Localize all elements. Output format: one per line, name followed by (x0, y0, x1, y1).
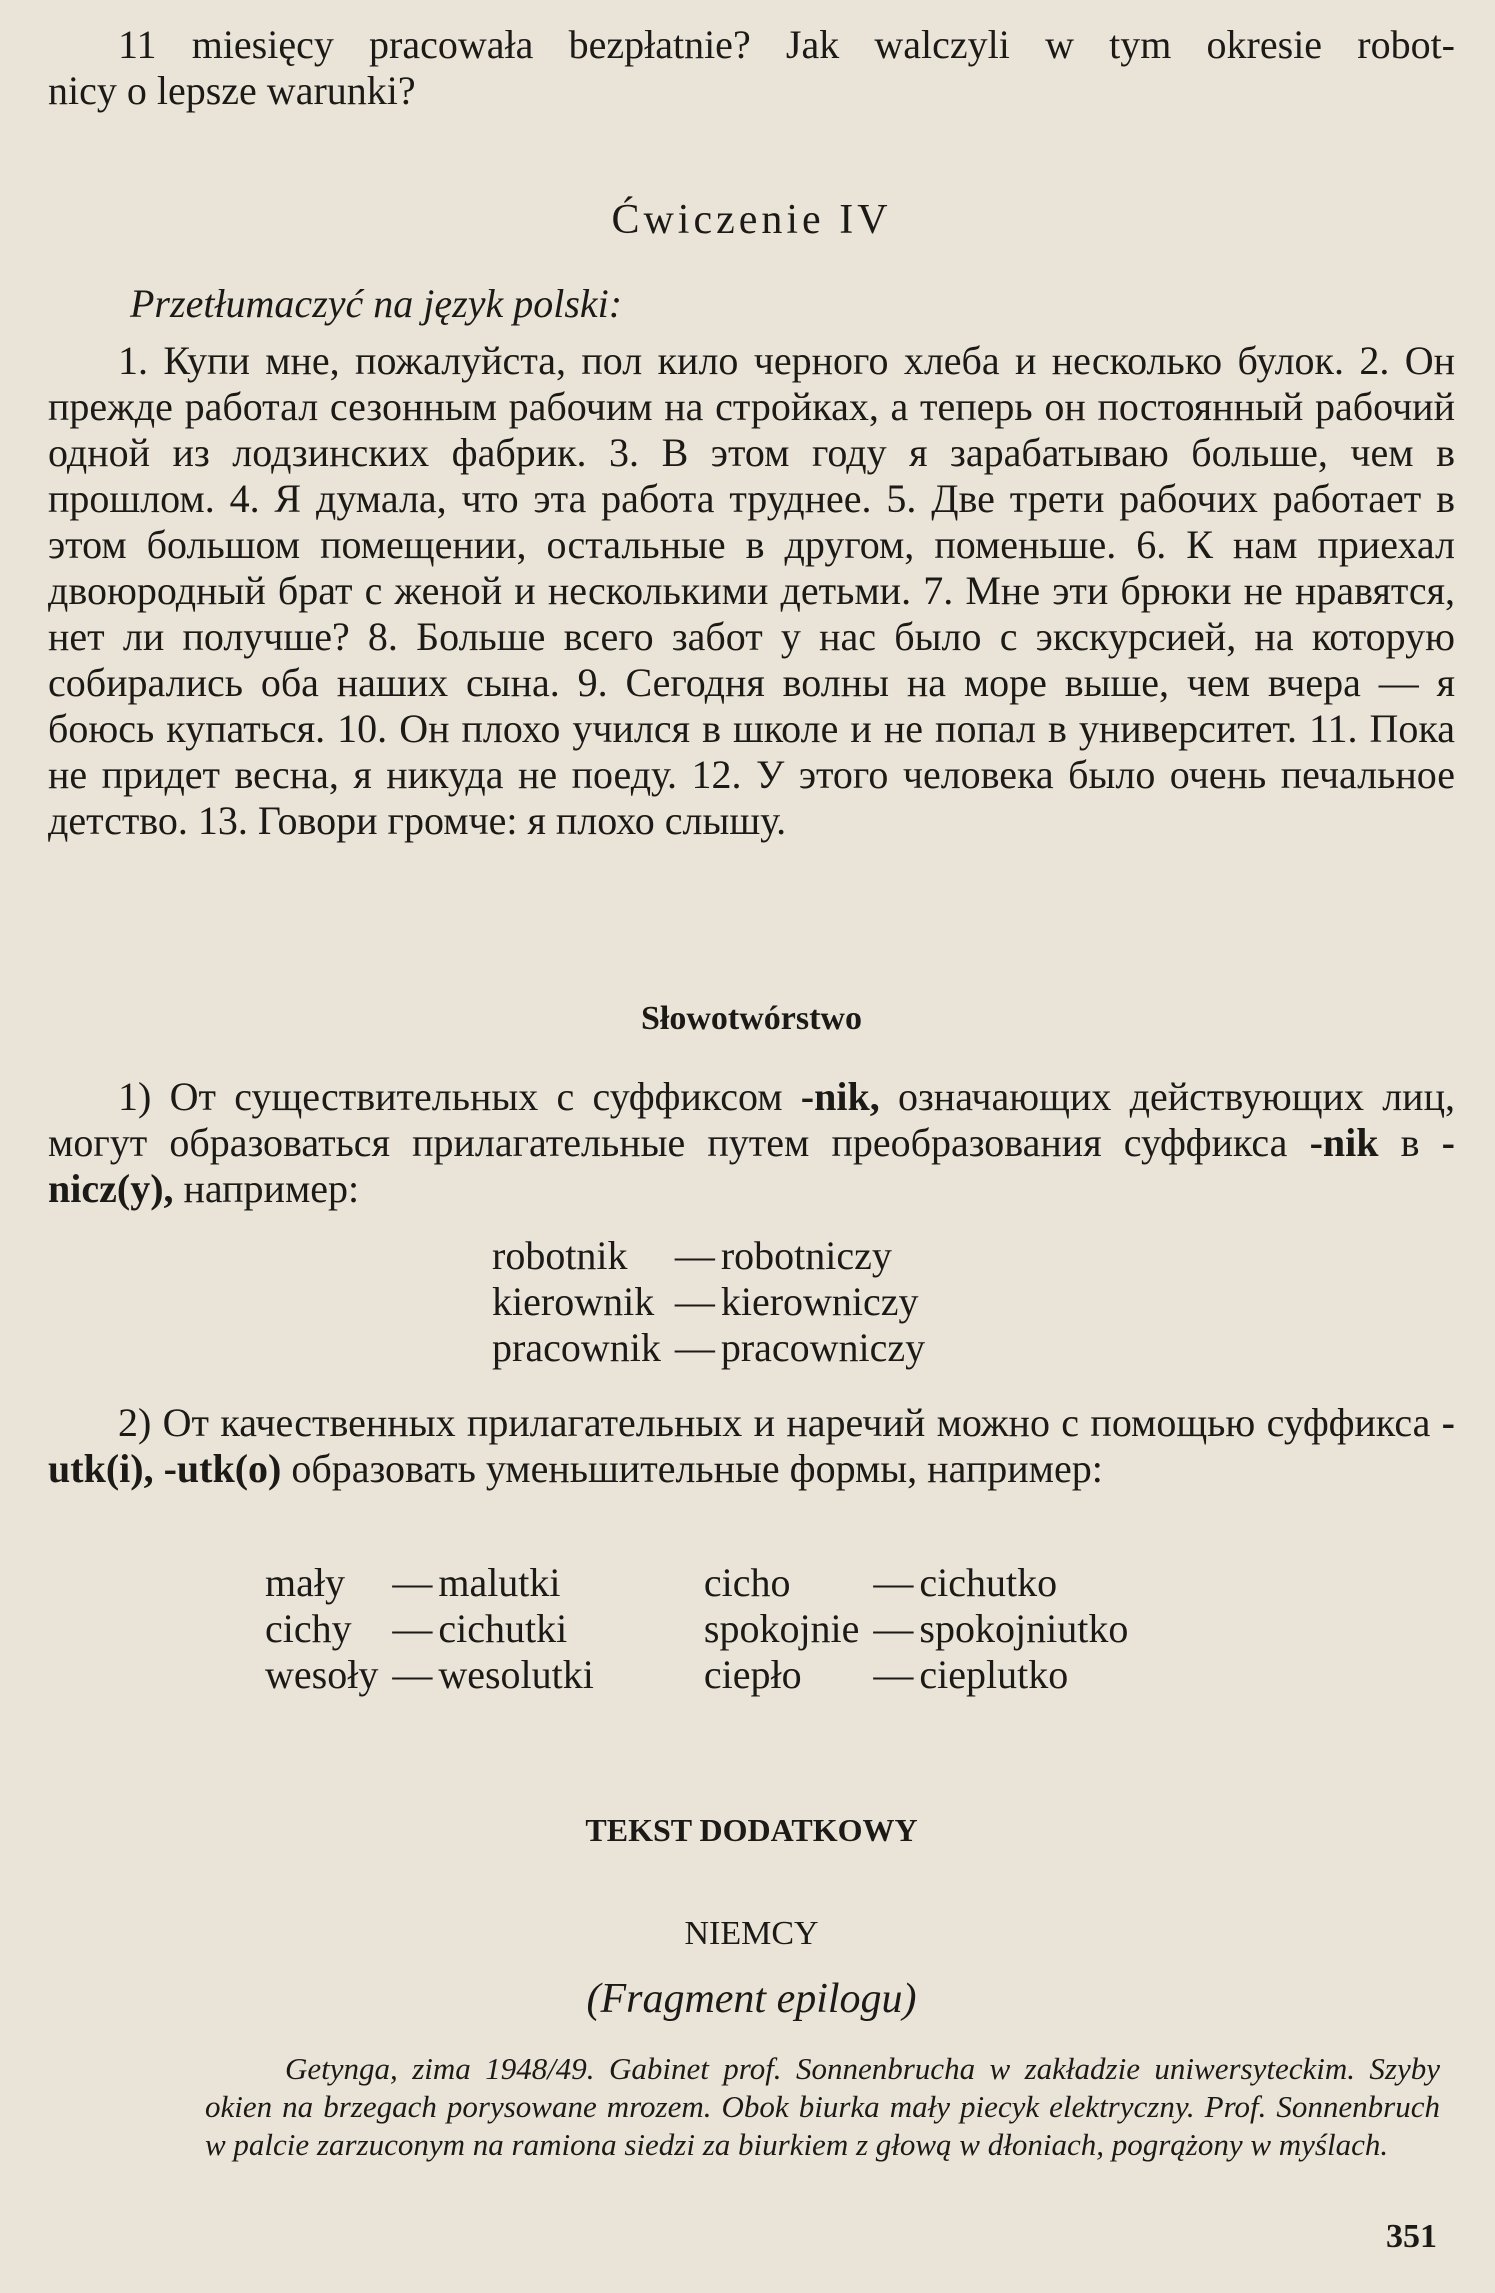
examples-table-1 (492, 1233, 925, 1371)
dash: — (674, 1325, 715, 1370)
suffix-niczy: -nicz(y), (48, 1120, 1455, 1211)
dash: — (873, 1652, 914, 1697)
wordformation-title: Słowotwórstwo (641, 1000, 862, 1037)
example-base: robotnik (492, 1233, 628, 1278)
example-base: cicho (703, 1560, 791, 1605)
example-base: ciepło (703, 1652, 802, 1697)
example-row (265, 1560, 1128, 1606)
exercise-title: Ćwiczenie IV (611, 197, 892, 243)
additional-stage-direction: Getynga, zima 1948/49. Gabinet prof. Sonnenbrucha w zakładzie uniwersyteckim. Szyby okien na brzegach porysowane mrozem. Obok biurka mały piecyk elektryczny. Prof. Sonnenbruch w palcie zarzuconym na ramiona siedzi za biurkiem z głową w dłoniach, pogrążony w myślach. (205, 2051, 1440, 2162)
example-base: kierownik (492, 1279, 655, 1324)
example-base: cichy (265, 1606, 352, 1651)
example-row (492, 1279, 925, 1325)
additional-heading: TEKST DODATKOWY (585, 1812, 918, 1848)
example-derived: wesolutki (438, 1652, 594, 1697)
additional-title: NIEMCY (684, 1915, 819, 1952)
example-derived: cichutko (919, 1560, 1058, 1605)
intro-line-2: nicy o lepsze warunki? (48, 68, 416, 113)
exercise-instruction: Przetłumaczyć na język polski: (130, 281, 623, 326)
p1-text-g: например: (173, 1166, 360, 1211)
dash: — (873, 1606, 914, 1651)
p1-text-a: 1) От существительных с суффиксом (118, 1074, 801, 1119)
example-row (492, 1325, 925, 1371)
suffix-nik-2: -nik (1309, 1120, 1379, 1165)
intro-line-1: 11 miesięcy pracowała bezpłatnie? Jak walczyli w tym okresie robot- (118, 22, 1455, 67)
example-derived: cieplutko (919, 1652, 1069, 1697)
example-row (492, 1233, 925, 1279)
wordformation-paragraph-1 (48, 1074, 1455, 1212)
exercise-text: 1. Купи мне, пожалуйста, пол кило черного хлеба и несколько булок. 2. Он прежде работал сезонным рабочим на стройках, а теперь он постоянный рабочий одной из лодзинских фабрик. 3. В этом году я зарабатываю больше, чем в прошлом. 4. Я думала, что эта работа труднее. 5. Две трети рабочих работает в этом большом помещении, остальные в другом, поменьше. 6. К нам приехал двоюродный брат с женой и несколькими детьми. 7. Мне эти брюки не нравятся, нет ли получше? 8. Больше всего забот у нас было с экскурсией, на которую собирались оба наших сына. 9. Сегодня волны на море выше, чем вчера — я боюсь купаться. 10. Он плохо учился в школе и не попал в университет. 11. Пока не придет весна, я никуда не поеду. 12. У этого человека было очень печальное детство. 13. Говори громче: я плохо слышу. (48, 338, 1455, 843)
example-derived: malutki (438, 1560, 561, 1605)
example-derived: pracowniczy (720, 1325, 926, 1370)
p2-text-a: 2) От качественных прилагательных и наречий можно с помощью суффикса (118, 1400, 1442, 1445)
example-derived: cichutki (438, 1606, 568, 1651)
page-number: 351 (1386, 2218, 1437, 2255)
wordformation-paragraph-2 (48, 1400, 1455, 1492)
example-base: spokojnie (703, 1606, 860, 1651)
p2-text-c: образовать уменьшительные формы, например: (281, 1446, 1103, 1491)
example-derived: kierowniczy (720, 1279, 919, 1324)
dash: — (392, 1652, 433, 1697)
dash: — (674, 1279, 715, 1324)
example-derived: robotniczy (720, 1233, 892, 1278)
suffix-utk: -utk(i), -utk(o) (48, 1400, 1455, 1491)
example-row (265, 1606, 1128, 1652)
example-base: mały (265, 1560, 345, 1605)
p1-text-e: в (1378, 1120, 1442, 1165)
dash: — (873, 1560, 914, 1605)
example-base: wesoły (265, 1652, 379, 1697)
intro-paragraph (48, 22, 1455, 114)
dash: — (392, 1606, 433, 1651)
example-base: pracownik (492, 1325, 661, 1370)
p1-text-c: означающих действующих лиц, могут образоваться прилагательные путем преобразования суффикса (48, 1074, 1455, 1165)
dash: — (392, 1560, 433, 1605)
example-row (265, 1652, 1128, 1698)
example-derived: spokojniutko (919, 1606, 1129, 1651)
dash: — (674, 1233, 715, 1278)
additional-subtitle: (Fragment epilogu) (586, 1976, 917, 2022)
suffix-nik: -nik, (800, 1074, 880, 1119)
examples-table-2 (265, 1560, 1128, 1698)
